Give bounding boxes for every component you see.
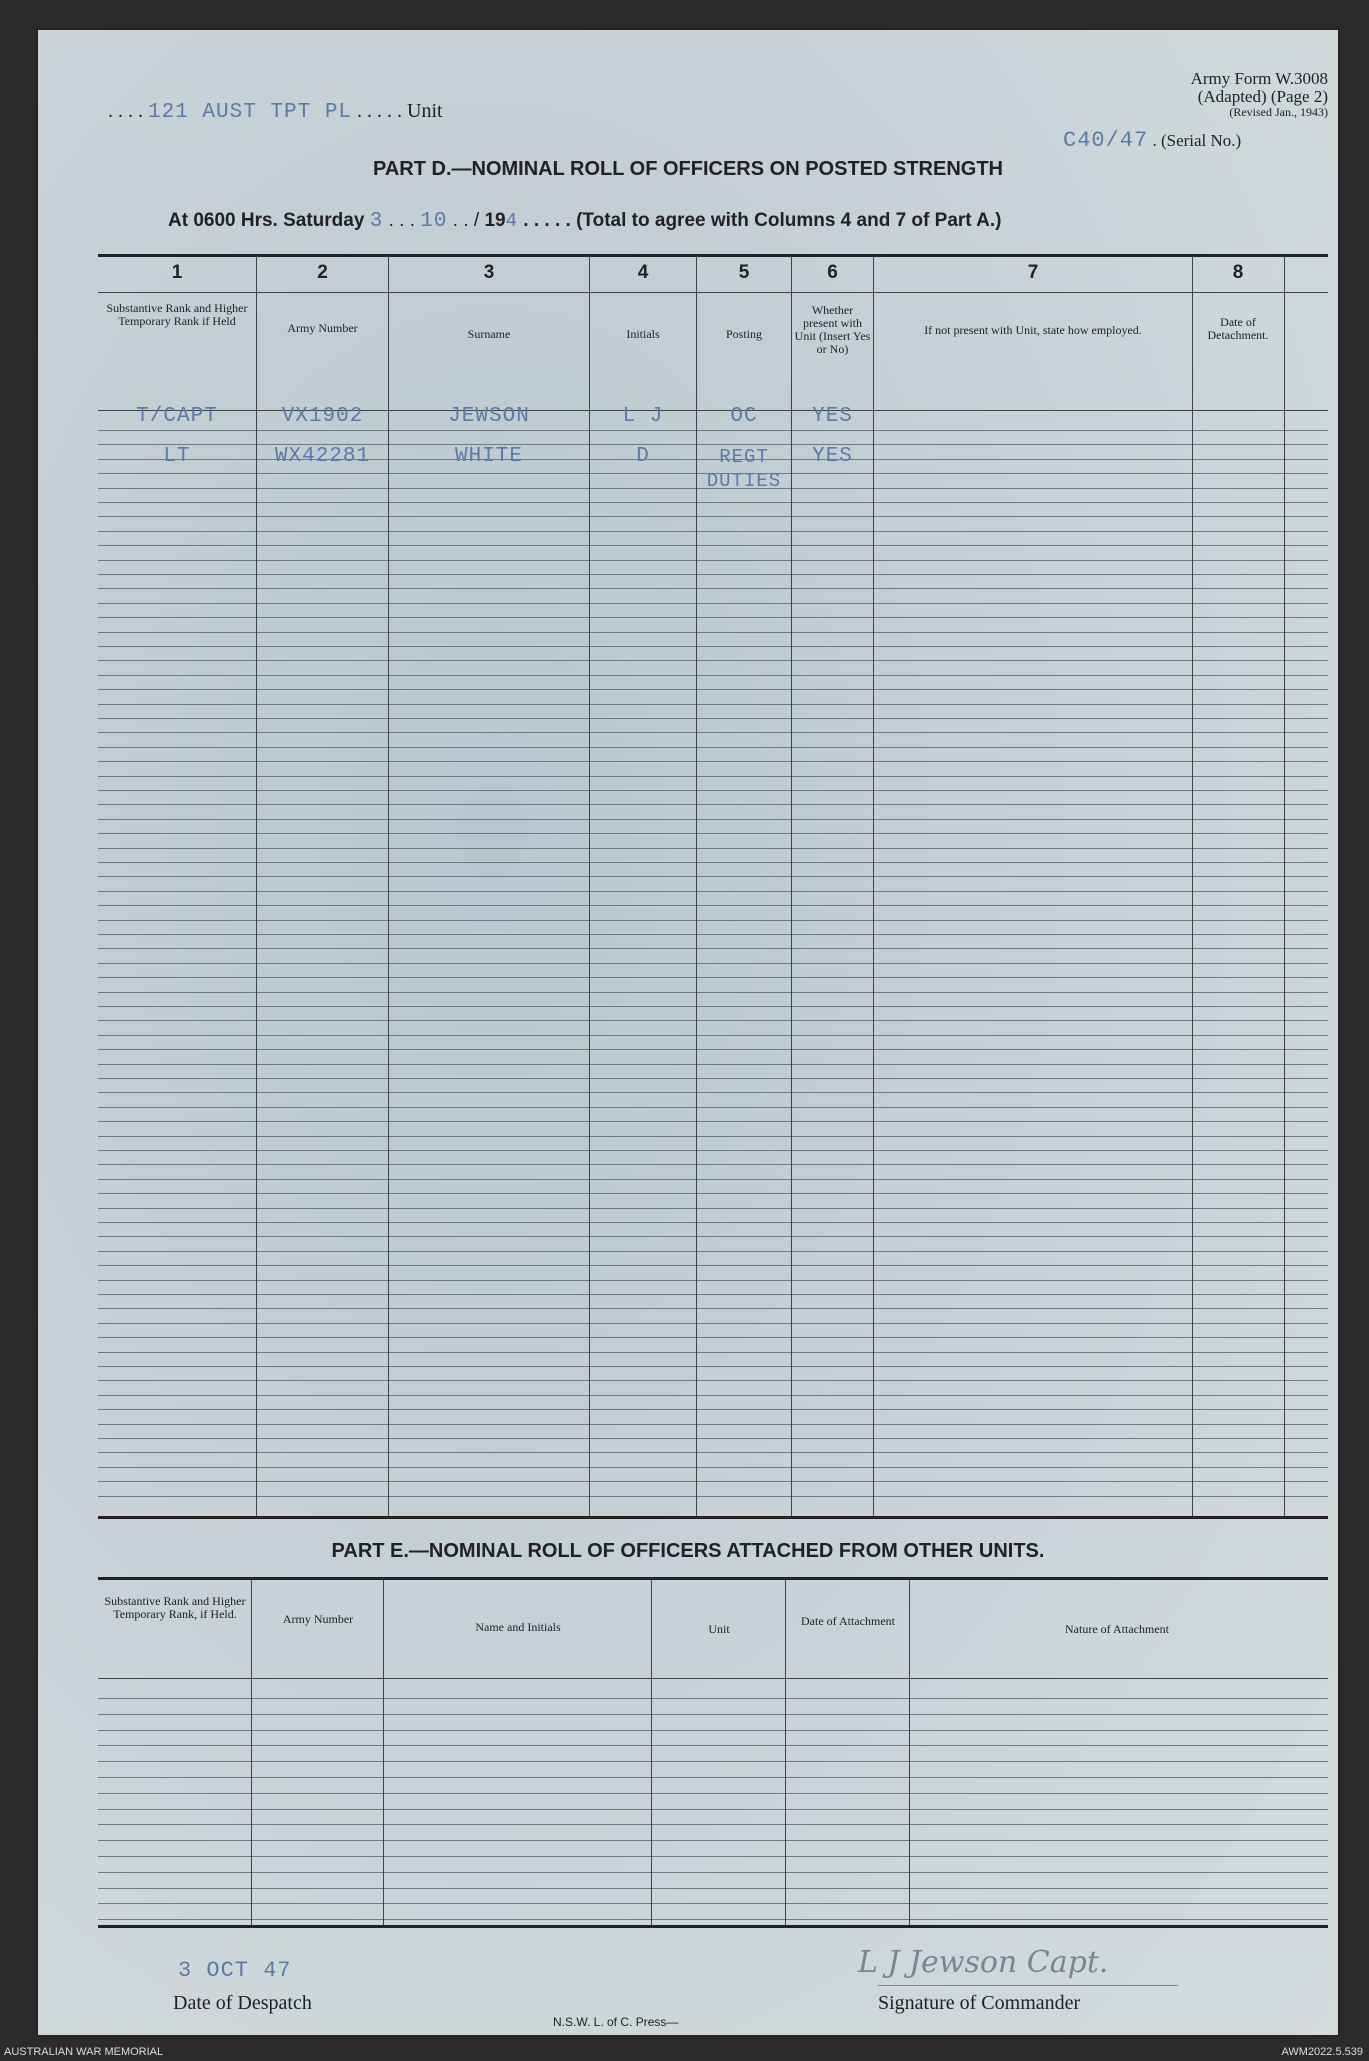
ruled-line [98,905,1328,906]
ruled-line [98,1481,1328,1482]
ruled-line [98,920,1328,921]
ruled-line [98,1308,1328,1309]
ruled-line [98,934,1328,935]
ruled-line [98,632,1328,633]
ruled-line [98,1380,1328,1381]
e-header-name: Name and Initials [475,1620,561,1634]
ruled-line [98,1496,1328,1497]
ruled-line [98,1092,1328,1093]
e-header-nature: Nature of Attachment [1065,1622,1169,1636]
ruled-line [98,1366,1328,1367]
part-d-title: PART D.—NOMINAL ROLL OF OFFICERS ON POSTED STRENGTH [372,158,1003,180]
ruled-line [98,1294,1328,1295]
form-id [1088,70,1328,119]
year-prefix: 19 [484,210,506,231]
ruled-line [98,1777,1328,1778]
ruled-line [98,948,1328,949]
col-header-army-number: Army Number [287,321,358,335]
row2-rank: LT [163,445,191,468]
ruled-line [98,545,1328,546]
ruled-line [98,992,1328,993]
ruled-line [98,1352,1328,1353]
ruled-line [98,848,1328,849]
ruled-line [98,531,1328,532]
ruled-line [98,1856,1328,1857]
ruled-line [98,1179,1328,1180]
ruled-line [98,1020,1328,1021]
date-label: At 0600 Hrs. Saturday [168,210,365,231]
ruled-line [98,1872,1328,1873]
despatch-date-value: 3 OCT 47 [178,1958,292,1983]
ruled-line [98,646,1328,647]
ruled-line [98,718,1328,719]
ruled-line [98,603,1328,604]
row1-posting: OC [730,405,758,428]
row2-number: WX42281 [274,445,371,468]
ruled-line [98,1222,1328,1223]
row1-number: VX1902 [281,405,364,428]
ruled-line [98,963,1328,964]
ruled-line [98,689,1328,690]
printer-imprint: N.S.W. L. of C. Press— [553,2015,679,2029]
ruled-line [98,502,1328,503]
unit-dots: . . . . [108,100,143,122]
ruled-line [98,675,1328,676]
form-revised: (Revised Jan., 1943) [1229,105,1328,119]
e-header-unit: Unit [708,1622,730,1636]
serial-line [1063,128,1241,153]
col-header-initials: Initials [626,327,660,341]
col-num-8: 8 [1232,262,1244,283]
ruled-line [98,1035,1328,1036]
archive-credit: AUSTRALIAN WAR MEMORIAL [4,2046,164,2058]
archive-id: AWM2022.5.539 [1281,2046,1363,2058]
col-num-1: 1 [171,262,183,283]
ruled-line [98,1840,1328,1841]
row1-surname: JEWSON [448,405,530,428]
signature-line [878,1985,1178,1986]
ruled-line [98,1424,1328,1425]
ruled-line [98,1064,1328,1065]
ruled-line [98,776,1328,777]
ruled-line [98,1698,1328,1699]
ruled-line [98,804,1328,805]
ruled-line [98,1761,1328,1762]
ruled-line [98,732,1328,733]
ruled-line [98,747,1328,748]
ruled-line [98,1236,1328,1237]
col-header-surname: Surname [467,327,511,341]
commander-signature: L J Jewson Capt. [858,1945,1109,1980]
table-top-rule [98,254,1328,257]
col-divider [383,1579,384,1925]
ruled-line [98,1006,1328,1007]
ruled-line [98,1919,1328,1920]
ruled-line [98,1824,1328,1825]
ruled-line [98,977,1328,978]
serial-value: C40/47 [1063,128,1149,153]
unit-line [108,100,443,124]
day-value: 3 [369,210,384,233]
col-divider [1284,256,1285,1516]
col-num-6: 6 [827,262,838,283]
row2-present: YES [812,445,853,468]
col-header-rank: Substantive Rank and Higher Temporary Rank if Held [106,301,248,328]
ruled-line [98,1903,1328,1904]
ruled-line [98,891,1328,892]
part-e-title: PART E.—NOMINAL ROLL OF OFFICERS ATTACHED FROM OTHER UNITS. [331,1540,1045,1562]
ruled-line [98,862,1328,863]
form-sheet [38,30,1338,2035]
col-divider [1192,256,1193,1516]
ruled-line [98,1107,1328,1108]
total-note: . . . . . (Total to agree with Columns 4 and 7 of Part A.) [523,210,1002,231]
col-num-5: 5 [738,262,750,283]
unit-value: 121 AUST TPT PL [148,101,353,124]
ruled-line [98,1452,1328,1453]
e-header-army-number: Army Number [282,1612,354,1626]
month-value: 10 [420,210,448,233]
unit-label: Unit [407,100,443,122]
ruled-line [98,588,1328,589]
row1-initials: L J [622,405,664,428]
col-header-present: Whether present with Unit (Insert Yes or No) [794,303,871,356]
row1-present: YES [812,405,853,428]
year-suffix: 4 [505,210,519,232]
signature-label: Signature of Commander [878,1992,1081,2014]
col-num-3: 3 [483,262,495,283]
form-name: Army Form W.3008 [1190,69,1328,88]
form-adapted: (Adapted) (Page 2) [1197,87,1328,106]
ruled-line [98,1467,1328,1468]
row2-posting: REGT DUTIES [706,446,782,492]
col-header-detachment: Date of Detachment. [1207,315,1269,342]
row2-initials: D [636,445,650,468]
col-divider [873,256,874,1516]
ruled-line [98,516,1328,517]
part-e-bottom-rule [98,1925,1328,1928]
despatch-date-label: Date of Despatch [173,1992,312,2014]
col-header-how-employed: If not present with Unit, state how employed. [924,323,1142,337]
ruled-line [98,1323,1328,1324]
header-rule [98,1678,1328,1679]
ruled-line [98,1888,1328,1889]
ruled-line [98,1208,1328,1209]
ruled-line [98,1136,1328,1137]
ruled-line [98,790,1328,791]
serial-label: . (Serial No.) [1152,131,1242,150]
ruled-line [98,1438,1328,1439]
ruled-line [98,1809,1328,1810]
ruled-line [98,1049,1328,1050]
col-num-2: 2 [317,262,328,283]
col-num-4: 4 [637,262,649,283]
ruled-line [98,819,1328,820]
ruled-line [98,660,1328,661]
col-divider [909,1579,910,1925]
date-line: At 0600 Hrs. Saturday 3 . . . 10 . . / 194 . . . . . (Total to agree with Columns 4 and 7 of Part A.) [168,210,1002,233]
row2-surname: WHITE [454,445,523,468]
ruled-line [98,1265,1328,1266]
ruled-line [98,430,1328,431]
ruled-line [98,876,1328,877]
ruled-line [98,1395,1328,1396]
ruled-line [98,833,1328,834]
part-d-bottom-rule [98,1516,1328,1519]
col-header-posting: Posting [725,327,762,341]
part-e-top-rule [98,1577,1328,1580]
ruled-line [98,617,1328,618]
ruled-line [98,1745,1328,1746]
col-divider [785,1579,786,1925]
colnum-rule [98,292,1328,293]
ruled-line [98,1714,1328,1715]
col-divider [251,1579,252,1925]
e-header-rank: Substantive Rank and Higher Temporary Rank, if Held. [104,1594,246,1621]
ruled-line [98,574,1328,575]
ruled-line [98,1730,1328,1731]
ruled-line [98,1337,1328,1338]
ruled-line [98,1409,1328,1410]
ruled-line [98,1078,1328,1079]
ruled-line [98,1193,1328,1194]
unit-dots: . . . . . [357,100,403,122]
ruled-line [98,1280,1328,1281]
row1-rank: T/CAPT [136,405,218,428]
col-divider [651,1579,652,1925]
e-header-date: Date of Attachment [801,1614,895,1628]
ruled-line [98,1150,1328,1151]
ruled-line [98,761,1328,762]
ruled-line [98,1164,1328,1165]
ruled-line [98,560,1328,561]
ruled-line [98,1121,1328,1122]
ruled-line [98,1793,1328,1794]
col-num-7: 7 [1027,262,1039,283]
ruled-line [98,1251,1328,1252]
ruled-line [98,704,1328,705]
